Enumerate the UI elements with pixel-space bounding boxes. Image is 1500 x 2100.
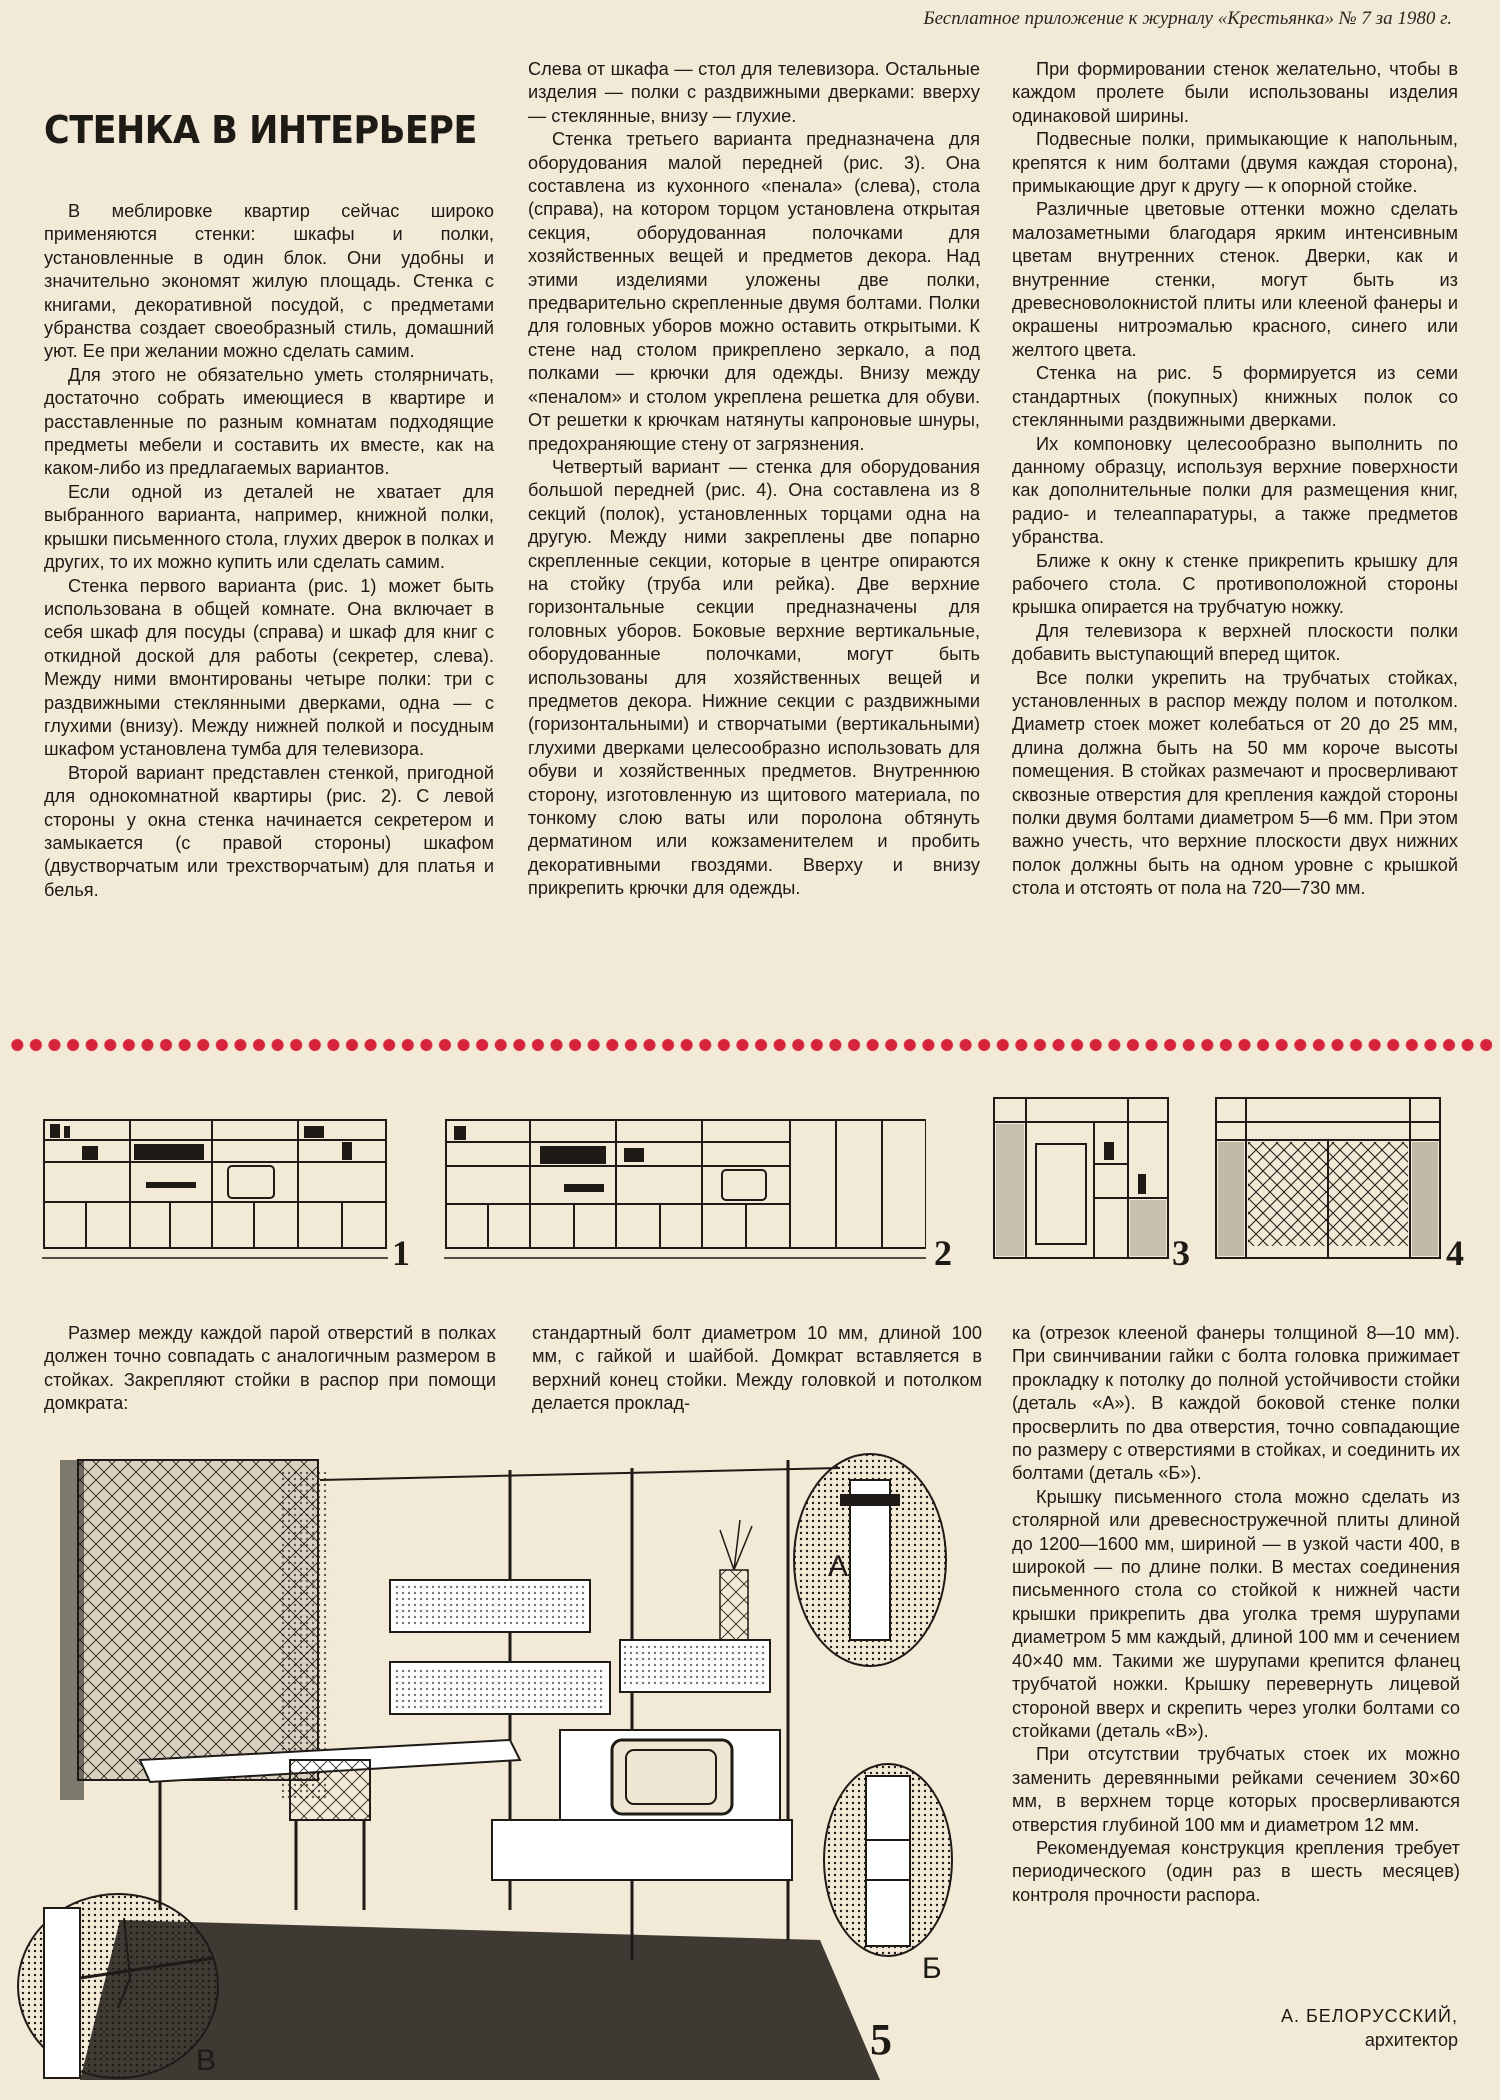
paragraph: В меблировке квартир сейчас широко применяются стенки: шкафы и полки, установленные в один блок. Они удобны и значительно экономят жилую площадь. Стенка с книгами, декоративной посудой, с предметами убранства создает своеобразный стиль, домашний уют. Ее при желании можно сделать самим. [44, 201, 494, 362]
figure-2-label: 2 [934, 1233, 952, 1273]
bottom-column-1 [44, 1322, 496, 1416]
author-role: архитектор [1364, 2030, 1458, 2050]
figure-1-drawing [42, 1112, 388, 1262]
paragraph: При формировании стенок желательно, чтобы в каждом пролете были использованы изделия одинаковой ширины. [1012, 59, 1458, 126]
figure-3 [992, 1094, 1190, 1273]
figure-5-label: 5 [870, 2015, 892, 2064]
paragraph: При отсутствии трубчатых стоек их можно заменить деревянными рейками сечением 30×60 мм, в верхнем торце которых просверливаются отверстия глубиной 100 мм и диаметром 12 мм. [1012, 1744, 1460, 1835]
paragraph: Подвесные полки, примыкающие к напольным, крепятся к ним болтами (двумя каждая сторона), примыкающие друг к другу — к опорной стойке. [1012, 129, 1458, 197]
bottom-column-3 [1012, 1322, 1460, 1907]
author-name: А. БЕЛОРУССКИЙ, [1280, 2006, 1458, 2026]
paragraph: Крышку письменного стола можно сделать из столярной или древесностружечной плиты длиной до 1200—1600 мм, шириной — в узкой части 400, в широкой — по длине полки. В местах соединения письменного стола со стойкой к нижней части крышки прикрепить два уголка тремя шурупами диаметром 5 мм каждый, длиной 100 мм и сечением 40×40 мм. Такими же шурупами крепится фланец трубчатой ножки. Крышку перевернуть лицевой стороной вверх и скрепить через уголки болтами со стойками (деталь «В»). [1012, 1486, 1460, 1741]
paragraph: Четвертый вариант — стенка для оборудования большой передней (рис. 4). Она составлена из 8 секций (полок), установленных торцами одна на другую. Между ними закреплены две попарно скрепленные секции, которые в центре опираются на стойку (труба или рейка). Две верхние горизонтальные секции предназначены для головных уборов. Боковые верхние вертикальные, оборудованные полочками, могут быть использованы для хозяйственных вещей и предметов декора. Нижние секции с раздвижными (горизонтальными) и створчатыми (вертикальными) глухими дверками целесообразно использовать для обуви и хозяйственных предметов. Внутреннюю сторону, изготовленную из щитового материала, по тонкому слою ваты или поролона обтянуть дерматином или кожзаменителем и пробить декоративными гвоздями. Вверху и внизу прикрепить крючки для одежды. [528, 456, 980, 899]
paragraph: Все полки укрепить на трубчатых стойках, установленных в распор между полом и потолком. Диаметр стоек может колебаться от 20 до 25 мм, длина должна быть на 50 мм короче высоты помещения. В стойках размечают и просверливают сквозные отверстия для крепления каждой стороны полки двумя болтами диаметром 5—6 мм. При этом важно учесть, что верхние плоскости двух нижних полок должны быть на одном уровне с крышкой стола и отстоять от пола на 720—730 мм. [1012, 667, 1458, 899]
text-column-2 [528, 58, 980, 901]
detail-v-label: В [196, 2044, 217, 2077]
red-dot-divider [8, 1036, 1492, 1054]
paragraph: Если одной из деталей не хватает для выбранного варианта, например, книжной полки, крышки письменного стола, глухих дверок в полках и других, то их можно купить или сделать самим. [44, 481, 494, 573]
text-column-1 [44, 200, 494, 902]
article-title: СТЕНКА В ИНТЕРЬЕРЕ [44, 108, 477, 152]
paragraph: Для телевизора к верхней плоскости полки добавить выступающий вперед щиток. [1012, 620, 1458, 665]
paragraph: стандартный болт диаметром 10 мм, длиной 100 мм, с гайкой и шайбой. Домкрат вставляется в верхний конец стойки. Между головкой и потолком делается проклад- [532, 1323, 982, 1414]
figure-2-drawing [444, 1112, 926, 1262]
paragraph: Различные цветовые оттенки можно сделать малозаметными благодаря ярким интенсивным цветам внутренних стенок. Дверки, как и внутренние стенки, могут быть из древесноволокнистой плиты или клееной фанеры и окрашены нитроэмалью красного, синего или желтого цвета. [1012, 199, 1458, 360]
paragraph: Для этого не обязательно уметь столярничать, достаточно собрать имеющиеся в квартире и расставленные по разным комнатам подходящие предметы мебели и составить их вместе, как на каком-либо из предлагаемых вариантов. [44, 364, 494, 479]
paragraph: Ближе к окну к стенке прикрепить крышку для рабочего стола. С противоположной стороны крышка опирается на трубчатую ножку. [1012, 550, 1458, 618]
author-signature [1281, 2004, 1458, 2052]
paragraph: Стенка первого варианта (рис. 1) может быть использована в общей комнате. Она включает в себя шкаф для посуды (справа) и шкаф для книг с откидной доской для работы (секретер, слева). Между ними вмонтированы четыре полки: три с раздвижными стеклянными дверками, одна — с глухими (внизу). Между нижней полкой и посудным шкафом установлена тумба для телевизора. [44, 575, 494, 760]
detail-a-label: А [828, 1550, 849, 1583]
paragraph: Стенка на рис. 5 формируется из семи стандартных (покупных) книжных полок со стеклянными раздвижными дверками. [1012, 363, 1458, 431]
paragraph: Стенка третьего варианта предназначена для оборудования малой передней (рис. 3). Она составлена из кухонного «пенала» (слева), стола (справа), на котором торцом установлена открытая секция, оборудованная полочками для хозяйственных вещей и предметов декора. Над этими изделиями уложены две полки, предварительно скрепленные двумя болтами. Полки для головных уборов можно оставить открытыми. К стене над столом прикреплено зеркало, а под полками — крючки для одежды. Внизу между «пеналом» и столом укреплена решетка для обуви. От решетки к крючкам натянуты капроновые шнуры, предохраняющие стену от загрязнения. [528, 129, 980, 454]
bottom-column-2 [532, 1322, 982, 1416]
header-line: Бесплатное приложение к журналу «Крестьянка» № 7 за 1980 г. [923, 8, 1452, 29]
detail-v [14, 1888, 224, 2088]
figure-4-label: 4 [1446, 1233, 1464, 1273]
paragraph: Размер между каждой парой отверстий в полках должен точно совпадать с аналогичным размером в стойках. Закрепляют стойки в распор при помощи домкрата: [44, 1323, 496, 1414]
figure-2 [444, 1112, 952, 1273]
figure-3-drawing [992, 1094, 1170, 1264]
figure-1-label: 1 [392, 1233, 410, 1273]
figure-3-label: 3 [1172, 1233, 1190, 1273]
paragraph: Рекомендуемая конструкция крепления требует периодического (один раз в шесть месяцев) контроля прочности распора. [1012, 1837, 1460, 1905]
figure-4-drawing [1214, 1094, 1442, 1264]
paragraph: ка (отрезок клееной фанеры толщиной 8—10 мм). При свинчивании гайки с болта головка прижимает прокладку к потолку до полной устойчивости стойки (деталь «А»). В каждой боковой стенке полки просверлить по два отверстия, точно совпадающие по размеру с отверстиями в стойках, и соединить их болтами (деталь «Б»). [1012, 1323, 1460, 1484]
text-column-3 [1012, 58, 1458, 901]
paragraph: Слева от шкафа — стол для телевизора. Остальные изделия — полки с раздвижными дверками: вверху — стеклянные, внизу — глухие. [528, 59, 980, 126]
paragraph: Второй вариант представлен стенкой, пригодной для однокомнатной квартиры (рис. 2). С левой стороны у окна стенка начинается секретером и замыкается (с правой стороны) шкафом (двустворчатым или трехстворчатым) для платья и белья. [44, 762, 494, 900]
detail-v-drawing [14, 1888, 224, 2088]
figure-1 [42, 1112, 410, 1273]
paragraph: Их компоновку целесообразно выполнить по данному образцу, используя верхние поверхности как дополнительные полки для размещения книг, радио- и телеаппаратуры, а также предметов убранства. [1012, 433, 1458, 548]
detail-b-label: Б [922, 1952, 942, 1985]
figure-4 [1214, 1094, 1464, 1273]
